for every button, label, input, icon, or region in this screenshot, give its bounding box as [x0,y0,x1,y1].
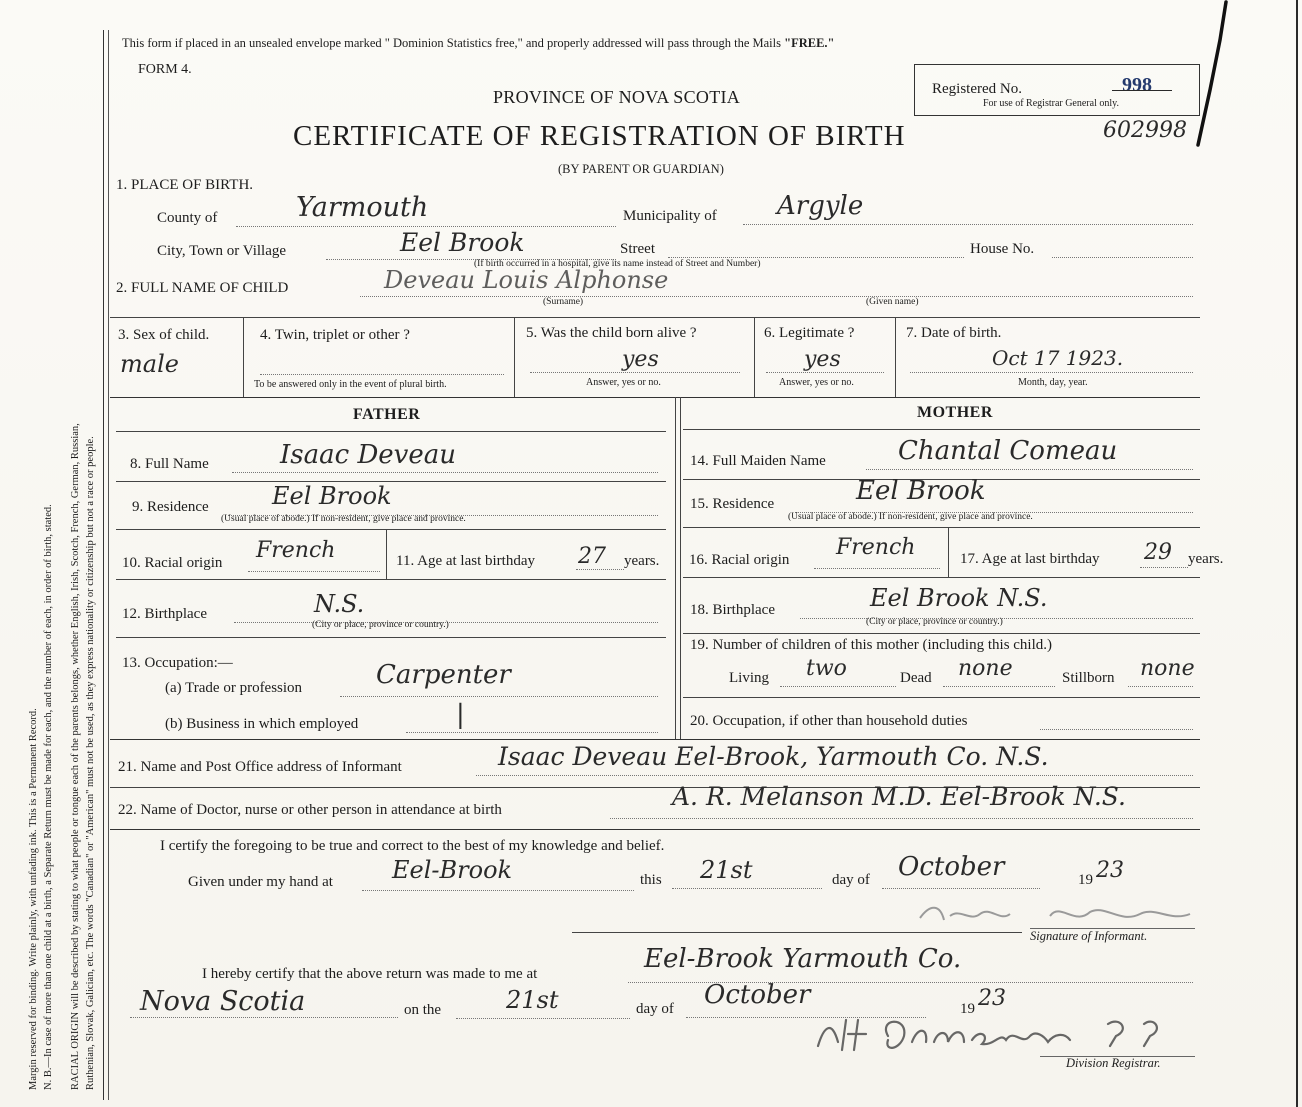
mother-name-line [866,469,1193,470]
given-year-value: 23 [1096,858,1124,883]
father-name-line [232,472,658,473]
father-birthplace-value: N.S. [314,590,365,618]
legitimate-line [766,372,884,373]
house-number-line [1052,257,1193,258]
mother-occupation-line [1040,729,1193,730]
registrar-day-line [456,1018,630,1019]
father-age-line [576,569,624,570]
father-name-value: Isaac Deveau [280,440,456,470]
given-day-value: 21st [700,856,753,884]
date-of-birth-line [910,372,1193,373]
date-of-birth-label: 7. Date of birth. [906,325,1002,341]
father-racial-label: 10. Racial origin [122,555,223,571]
father-heading: FATHER [353,406,421,423]
registered-number-strike [1112,90,1172,91]
registrar-place-value-2: Nova Scotia [140,986,306,1017]
twin-note: To be answered only in the event of plural birth. [254,379,447,390]
margin-rule [103,30,104,1100]
father-name-label: 8. Full Name [130,456,209,472]
doctor-line [610,818,1193,819]
living-label: Living [729,670,769,686]
father-rule-4 [116,579,666,580]
given-name-note: (Given name) [866,297,919,307]
father-residence-note: (Usual place of abode.) If non-resident, give place and province. [221,514,466,524]
registered-number-label: Registered No. [932,81,1022,97]
parents-divider-left [675,397,676,739]
province-heading: PROVINCE OF NOVA SCOTIA [493,87,741,107]
given-month-line [882,888,1040,889]
father-racial-age-divider [386,529,387,579]
informant-signature-label: Signature of Informant. [1030,929,1148,943]
street-label: Street [620,241,655,257]
legitimate-note: Answer, yes or no. [779,377,854,388]
county-value: Yarmouth [296,192,429,223]
date-of-birth-value: Oct 17 1923. [992,346,1124,370]
municipality-value: Argyle [777,191,864,221]
mother-residence-label: 15. Residence [690,496,775,512]
registrar-signature [808,1006,1198,1058]
place-of-birth-heading: 1. PLACE OF BIRTH. [116,177,254,193]
mother-name-value: Chantal Comeau [898,436,1118,466]
stillborn-value: none [1140,656,1195,681]
margin-note-multiple-births: N. B.—In case of more than one child at a birth, a Separate Return must be made for each, and the number of each, in order of birth, stated. [43,504,54,1090]
box-divider-1 [243,317,244,397]
twin-line [260,374,504,375]
county-label: County of [157,210,218,226]
father-age-value: 27 [578,544,606,569]
living-line [780,686,896,687]
legitimate-value: yes [804,347,841,372]
registrar-statement: I hereby certify that the above return was made to me at [202,966,538,982]
dead-value: none [958,656,1013,681]
margin-note-racial-origin-1: RACIAL ORIGIN will be described by stating to what people or tongue each of the parents belongs, whether English, Irish, Scotch, French, German, Russian, [70,423,81,1090]
dead-line [943,686,1055,687]
stillborn-line [1128,686,1193,687]
informant-signature [900,896,1200,930]
mother-children-label: 19. Number of children of this mother (including this child.) [690,637,1053,653]
mother-residence-value: Eel Brook [856,476,986,506]
father-business-line [406,732,658,733]
certify-statement: I certify the foregoing to be true and correct to the best of my knowledge and belief. [160,838,665,854]
born-alive-label: 5. Was the child born alive ? [526,325,697,341]
father-occupation-label: 13. Occupation:— [122,655,233,671]
child-name-label: 2. FULL NAME OF CHILD [116,280,289,296]
date-of-birth-note: Month, day, year. [1018,377,1088,388]
registrar-month-value: October [704,980,811,1010]
mother-rule-3 [683,527,1200,528]
city-label: City, Town or Village [157,243,287,259]
mother-rule-1 [683,429,1200,430]
born-alive-value: yes [622,347,659,372]
registrar-section-rule [572,932,1022,933]
sex-value: male [120,350,179,378]
doctor-rule-bottom [110,829,1200,830]
margin-rule-inner [108,30,109,1100]
father-age-years: years. [624,553,660,569]
father-rule-3 [116,529,666,530]
street-line [668,257,964,258]
registrar-day-of-label: day of [636,1001,674,1017]
mother-name-label: 14. Full Maiden Name [690,453,826,469]
father-racial-line [248,571,380,572]
box-divider-4 [895,317,896,397]
registrar-year-value: 23 [978,986,1006,1011]
given-year-prefix: 19 [1078,872,1093,888]
mail-note: This form if placed in an unsealed envelope marked " Dominion Statistics free," and properly addressed will pass through the Mails "FREE." [122,36,835,50]
mother-birthplace-value: Eel Brook N.S. [870,584,1048,612]
father-birthplace-note: (City or place, province or country.) [312,620,449,630]
city-value: Eel Brook [400,228,525,257]
informant-line [476,775,1193,776]
pen-stroke-mark [1180,0,1240,160]
registrar-signature-label: Division Registrar. [1066,1056,1161,1070]
mother-age-years: years. [1188,551,1224,567]
doctor-value: A. R. Melanson M.D. Eel-Brook N.S. [672,782,1126,811]
page-subtitle: (BY PARENT OR GUARDIAN) [558,162,724,176]
informant-rule-top [110,739,1200,740]
registrar-day-value: 21st [506,986,559,1014]
registrar-year-prefix: 19 [960,1001,975,1017]
registered-number-note: For use of Registrar General only. [983,98,1119,109]
father-birthplace-label: 12. Birthplace [122,606,207,622]
parents-divider-right [680,397,681,739]
this-label: this [640,872,662,888]
margin-note-racial-origin-2: Ruthenian, Slovak, Galician, etc. The words "Canadian" or "American" must not be used, as they express nationality or citizenship but not a race or people. [85,436,96,1090]
on-the-label: on the [404,1002,442,1018]
father-residence-value: Eel Brook [272,482,392,510]
form-number: FORM 4. [138,62,192,77]
mother-racial-value: French [836,535,916,560]
county-line [236,226,616,227]
mother-rule-6 [683,697,1200,698]
child-name-line [360,296,1193,297]
father-rule-1 [116,431,666,432]
living-value: two [806,656,847,681]
box-divider-2 [514,317,515,397]
page-edge [1296,0,1298,1107]
father-business-value: | [456,700,465,730]
mother-occupation-label: 20. Occupation, if other than household duties [690,713,968,729]
given-place-line [362,890,634,891]
father-trade-line [340,696,658,697]
registration-number-handwritten: 602998 [1103,118,1187,143]
mother-heading: MOTHER [917,404,993,421]
hospital-note: (If birth occurred in a hospital, give its name instead of Street and Number) [474,259,761,269]
given-month-value: October [898,852,1005,882]
registrar-place-value-1: Eel-Brook Yarmouth Co. [644,944,962,974]
page-title: CERTIFICATE OF REGISTRATION OF BIRTH [293,120,906,152]
mother-racial-age-divider [948,527,949,577]
mother-residence-note: (Usual place of abode.) If non-resident, give place and province. [788,512,1033,522]
mother-racial-label: 16. Racial origin [689,552,790,568]
stillborn-label: Stillborn [1062,670,1115,686]
row-rule-top [110,317,1200,318]
father-rule-5 [116,637,666,638]
born-alive-note: Answer, yes or no. [586,377,661,388]
father-residence-label: 9. Residence [132,499,209,515]
father-business-label: (b) Business in which employed [165,716,359,732]
mother-age-line [1140,567,1188,568]
child-name-value: Deveau Louis Alphonse [384,266,669,294]
mother-rule-4 [683,577,1200,578]
given-place-value: Eel-Brook [392,856,513,884]
municipality-line [743,224,1193,225]
twin-label: 4. Twin, triplet or other ? [260,327,410,343]
dead-label: Dead [900,670,932,686]
mother-age-label: 17. Age at last birthday [960,551,1100,567]
mother-racial-line [814,568,940,569]
mother-birthplace-label: 18. Birthplace [690,602,775,618]
doctor-label: 22. Name of Doctor, nurse or other person in attendance at birth [118,802,502,818]
margin-note-binding: Margin reserved for binding. Write plainly, with unfading ink. This is a Permanent Record. [28,708,39,1090]
mother-birthplace-note: (City or place, province or country.) [866,617,1003,627]
registered-number-value: 998 [1122,74,1152,96]
sex-label: 3. Sex of child. [118,327,210,343]
day-of-label: day of [832,872,870,888]
father-racial-value: French [256,538,336,563]
mother-rule-5 [683,633,1200,634]
registrar-place-line-2 [130,1017,398,1018]
given-day-line [672,888,822,889]
informant-value: Isaac Deveau Eel-Brook, Yarmouth Co. N.S. [498,742,1049,771]
father-age-label: 11. Age at last birthday [396,553,535,569]
box-divider-3 [754,317,755,397]
house-number-label: House No. [970,241,1035,257]
given-under-hand-label: Given under my hand at [188,874,333,890]
father-trade-label: (a) Trade or profession [165,680,303,696]
father-trade-value: Carpenter [376,660,511,690]
row-rule-bottom [110,397,1200,398]
legitimate-label: 6. Legitimate ? [764,325,855,341]
informant-label: 21. Name and Post Office address of Informant [118,759,402,775]
mother-age-value: 29 [1144,540,1172,565]
born-alive-line [530,372,740,373]
surname-note: (Surname) [543,297,584,307]
municipality-label: Municipality of [623,208,717,224]
